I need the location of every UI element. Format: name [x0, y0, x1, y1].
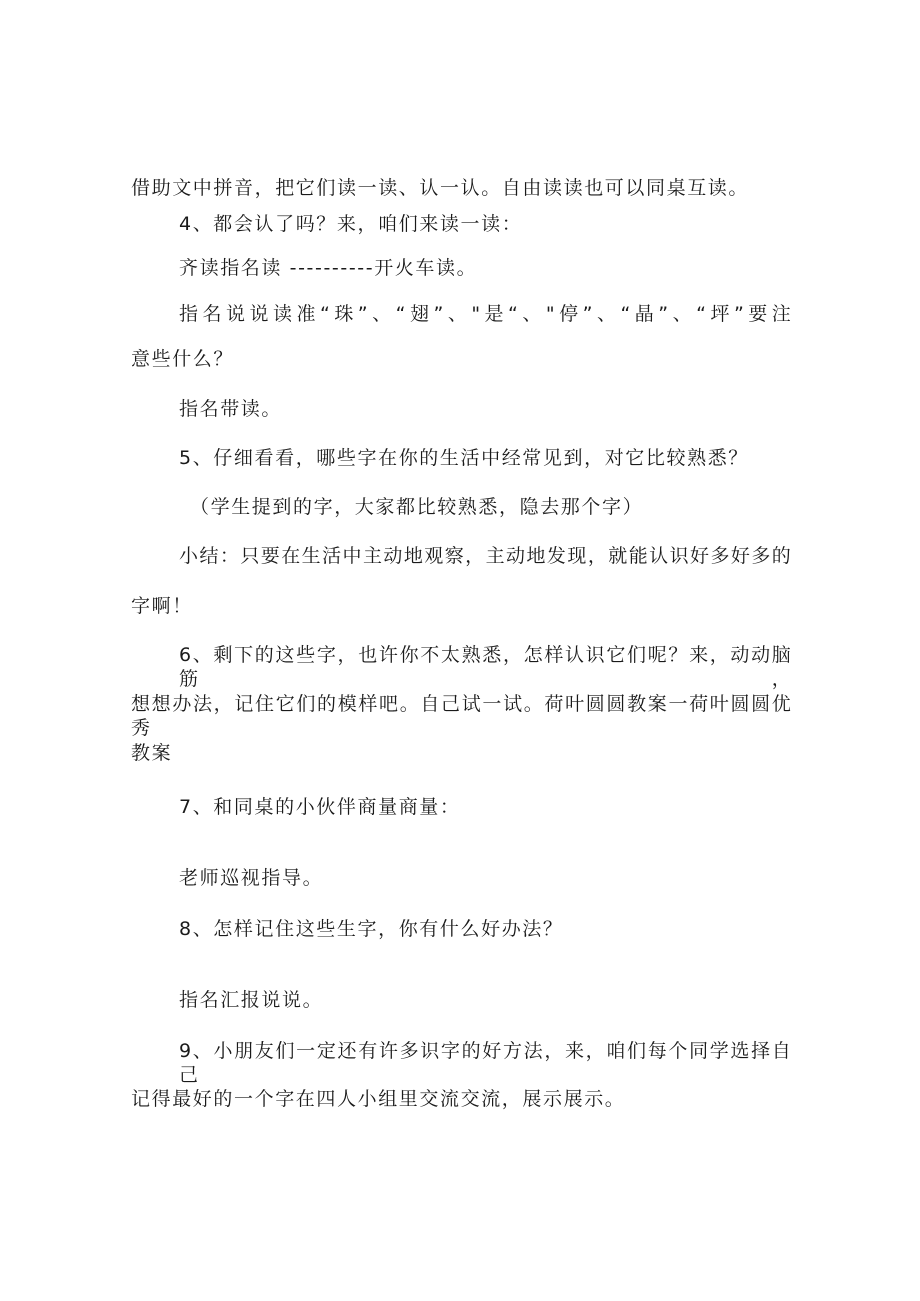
step-4-text: 4、都会认了吗？来，咱们来读一读： [179, 213, 523, 235]
step-6-text: 6、剩下的这些字，也许你不太熟悉，怎样认识它们呢？来，动动脑筋， [179, 644, 792, 690]
paragraph-text: 字啊！ [131, 595, 193, 617]
paragraph-text: 老师巡视指导。 [179, 867, 324, 889]
paragraph-text: 记得最好的一个字在四人小组里交流交流，展示展示。 [131, 1088, 626, 1110]
step-8-text: 8、怎样记住这些生字，你有什么好办法？ [179, 918, 564, 940]
paragraph-text: 指名带读。 [179, 398, 283, 420]
step-9-text: 9、小朋友们一定还有许多识字的好方法，来，咱们每个同学选择自己 [179, 1040, 792, 1086]
paragraph-text: 借助文中拼音，把它们读一读、认一认。自由读读也可以同桌互读。 [131, 177, 750, 199]
paragraph-text: 小结：只要在生活中主动地观察，主动地发现，就能认识好多好多的 [179, 545, 792, 567]
paragraph-text: 指名汇报说说。 [179, 989, 324, 1011]
paragraph-text: 意些什么？ [131, 348, 235, 370]
step-5-text: 5、仔细看看，哪些字在你的生活中经常见到，对它比较熟悉？ [179, 447, 749, 469]
step-7-text: 7、和同桌的小伙伴商量商量： [179, 796, 461, 818]
paragraph-text: 指名说说读准“珠”、“翅”、"是“、"停”、“晶”、“坪”要注 [179, 303, 792, 325]
paragraph-text: 齐读指名读 ----------开火车读。 [179, 257, 478, 279]
paragraph-text: 教案 [131, 742, 173, 764]
paragraph-text: （学生提到的字，大家都比较熟悉，隐去那个字） [190, 496, 644, 518]
paragraph-text: 想想办法，记住它们的模样吧。自己试一试。荷叶圆圆教案一荷叶圆圆优秀 [131, 693, 792, 739]
